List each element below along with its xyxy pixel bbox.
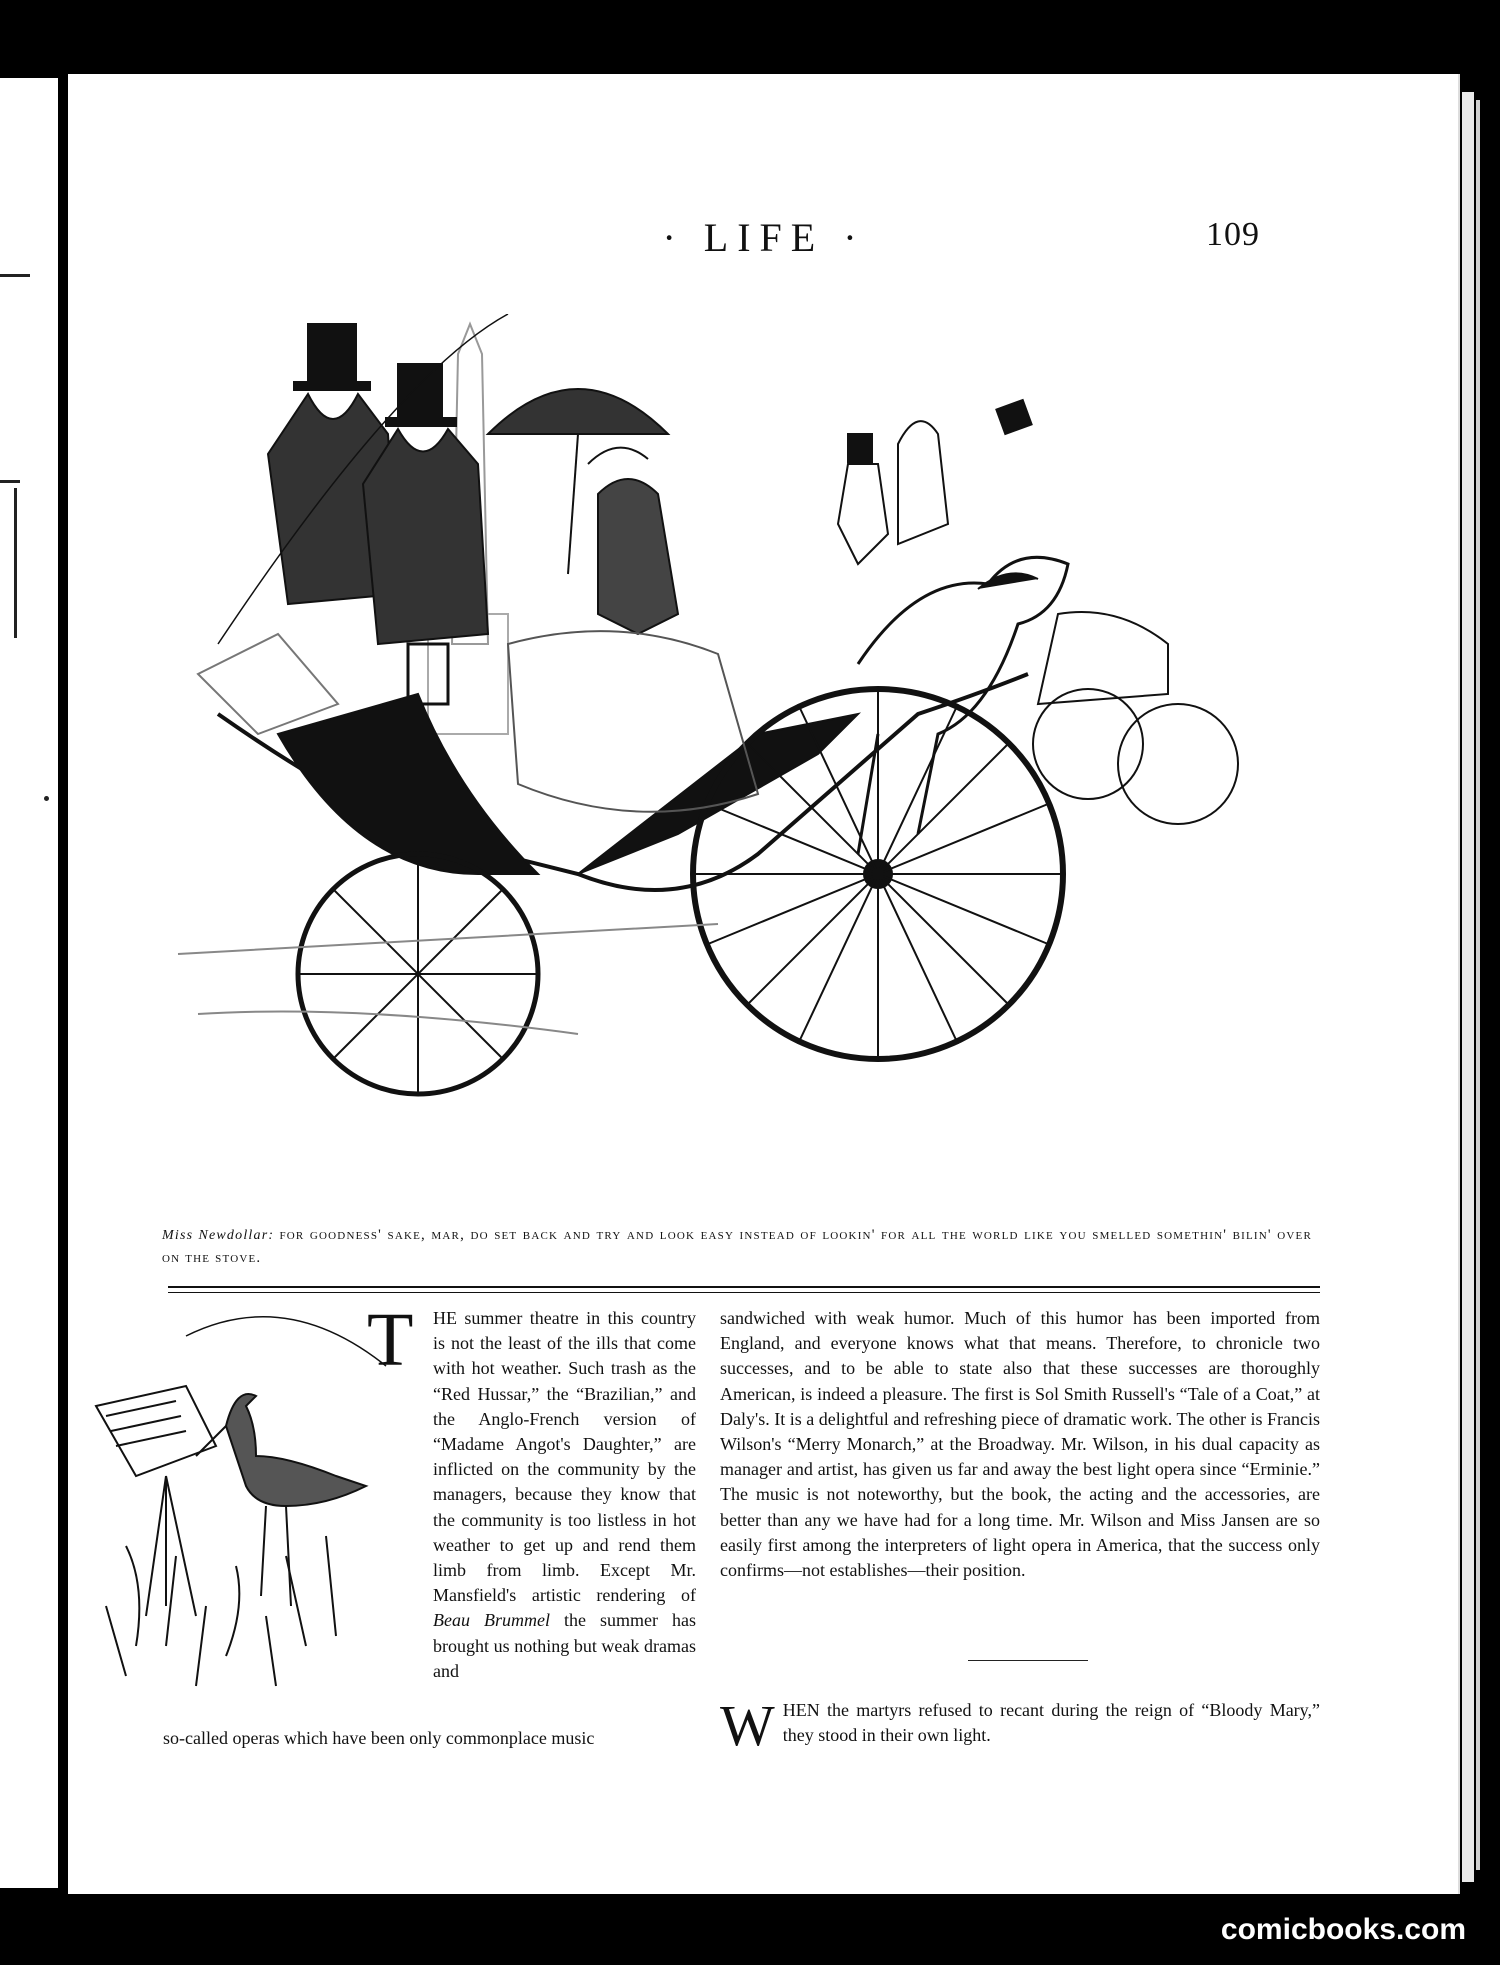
page-number: 109 [1206, 216, 1260, 253]
masthead-title: · LIFE · [662, 215, 866, 260]
column-divider-rule [968, 1660, 1088, 1661]
stork-illustration [86, 1306, 396, 1706]
article-column-1-last-line: so-called operas which have been only commonplace music [163, 1728, 595, 1748]
section-divider-thin [168, 1292, 1320, 1293]
carriage-illustration [158, 314, 1258, 1144]
article1-col1-after: the summer has brought us nothing but weak dramas and [433, 1610, 696, 1681]
article2-text: HEN the martyrs refused to recant during the reign of “Bloody Mary,” they stood in their own light. [782, 1700, 1320, 1746]
magazine-page [68, 74, 1460, 1894]
caption-speaker: Miss Newdollar: [162, 1228, 275, 1243]
illustration-caption [162, 1224, 1312, 1270]
previous-page-edge [0, 78, 58, 1888]
page-edge [1462, 92, 1474, 1882]
drop-cap-w: W [720, 1693, 775, 1758]
caption-text: for goodness' sake, mar, do set back and try and look easy instead of lookin' for all the world like you smelled somethin' bilin' over on the stove. [162, 1227, 1313, 1266]
drop-cap-t: T [367, 1298, 414, 1382]
article1-col1-text: HE summer theatre in this country is not the least of the ills that come with hot weather. Such trash as the “Red Hussar,” the “Brazilian,” and the Anglo-French version of “Madame Angot's Daughter,” are inflicted on the community by the managers, because they know that the community is too listless in hot weather to get up and rend them limb from limb. Except Mr. Mansfield's artistic rendering of [433, 1308, 696, 1606]
article-2 [720, 1693, 1320, 1758]
site-watermark: comicbooks.com [1220, 1913, 1466, 1946]
section-divider [168, 1286, 1320, 1288]
article-column-2: sandwiched with weak humor. Much of this humor has been imported from England, and everyone knows what that means. Therefore, to chronicle two successes, and to be able to state also that these successes are thoroughly American, is indeed a pleasure. The first is Sol Smith Russell's “Tale of a Coat,” at Daly's. It is a delightful and refreshing piece of dramatic work. The other is Francis Wilson's “Merry Monarch,” at the Broadway. Mr. Wilson, in his dual capacity as manager and artist, has given us far and away the best light opera since “Erminie.” The music is not noteworthy, but the book, the acting and the accessories, are better than any we have had for a long time. Mr. Wilson and Miss Jansen are so easily first among the interpreters of light opera in America, that the success only confirms—not establishes—their position. [720, 1308, 1320, 1581]
article-column-1 [367, 1298, 696, 1684]
article1-italic-title: Beau Brummel [433, 1610, 550, 1631]
page-edge-shadow [1476, 100, 1480, 1870]
